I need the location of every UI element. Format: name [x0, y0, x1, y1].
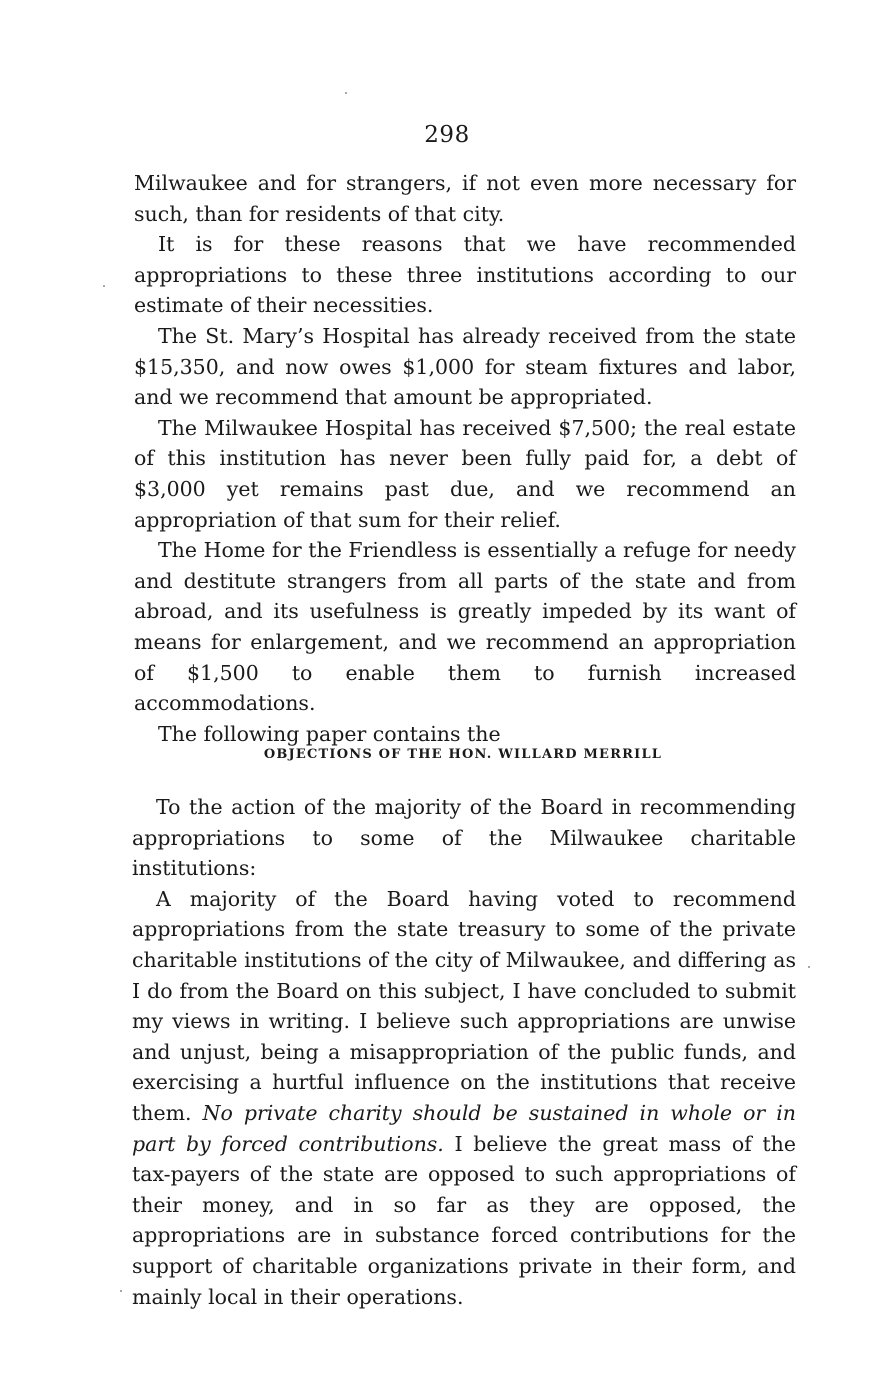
body-section-2 — [132, 792, 796, 1312]
paragraph-milwaukee-hospital: The Milwaukee Hospital has received $7,500; the real estate of this institution has never been fully paid for, a debt of $3,000 yet remains past due, and we recommend an appropriation of that sum for their relief. — [134, 415, 796, 532]
page-number: 298 — [424, 122, 470, 148]
paper-speck — [345, 92, 347, 94]
objections-italic-text: No private charity should be sustained in whole or in part by forced contributions. — [132, 1100, 796, 1156]
paragraph-reasons: It is for these reasons that we have recommended appropriations to these three institutions according to our estimate of their necessities. — [134, 232, 796, 318]
paragraph-following-paper: The following paper contains the — [158, 721, 501, 746]
paper-speck — [120, 1290, 122, 1292]
body-section-1 — [134, 168, 796, 749]
paper-speck — [103, 285, 105, 287]
section-heading: OBJECTIONS OF THE HON. WILLARD MERRILL — [263, 747, 663, 762]
objections-text-before: A majority of the Board having voted to recommend appropriations from the state treasury to some of the private charitable institutions of the city of Milwaukee, and differing as I do from the Board on this subject, I have concluded to submit my views in writing. I believe such appropriations are unwise and unjust, being a misappropriation of the public funds, and exercising a hurtful influence on the institutions that receive them. — [132, 886, 796, 1125]
paper-speck — [808, 966, 810, 968]
objections-text-after: I believe the great mass of the tax-payers of the state are opposed to such appropriations of their money, and in so far as they are opposed, the appropriations are in substance forced contributions for the support of charitable organizations private in their form, and mainly local in their operations. — [132, 1131, 796, 1309]
paragraph-home-for-friendless: The Home for the Friendless is essentially a refuge for needy and destitute strangers from all parts of the state and from abroad, and its usefulness is greatly impeded by its want of means for enlargement, and we recommend an appropriation of $1,500 to enable them to furnish increased accommodations. — [134, 538, 796, 716]
paragraph-action-of-majority: To the action of the majority of the Board in recommending appropriations to some of the Milwaukee charitable institutions: — [132, 795, 796, 881]
paragraph-st-marys-hospital: The St. Mary’s Hospital has already received from the state $15,350, and now owes $1,000 for steam fixtures and labor, and we recommend that amount be appropriated. — [134, 323, 796, 410]
paragraph-continuation: Milwaukee and for strangers, if not even more necessary for such, than for residents of that city. — [134, 171, 796, 226]
paragraph-objections — [132, 884, 796, 1312]
